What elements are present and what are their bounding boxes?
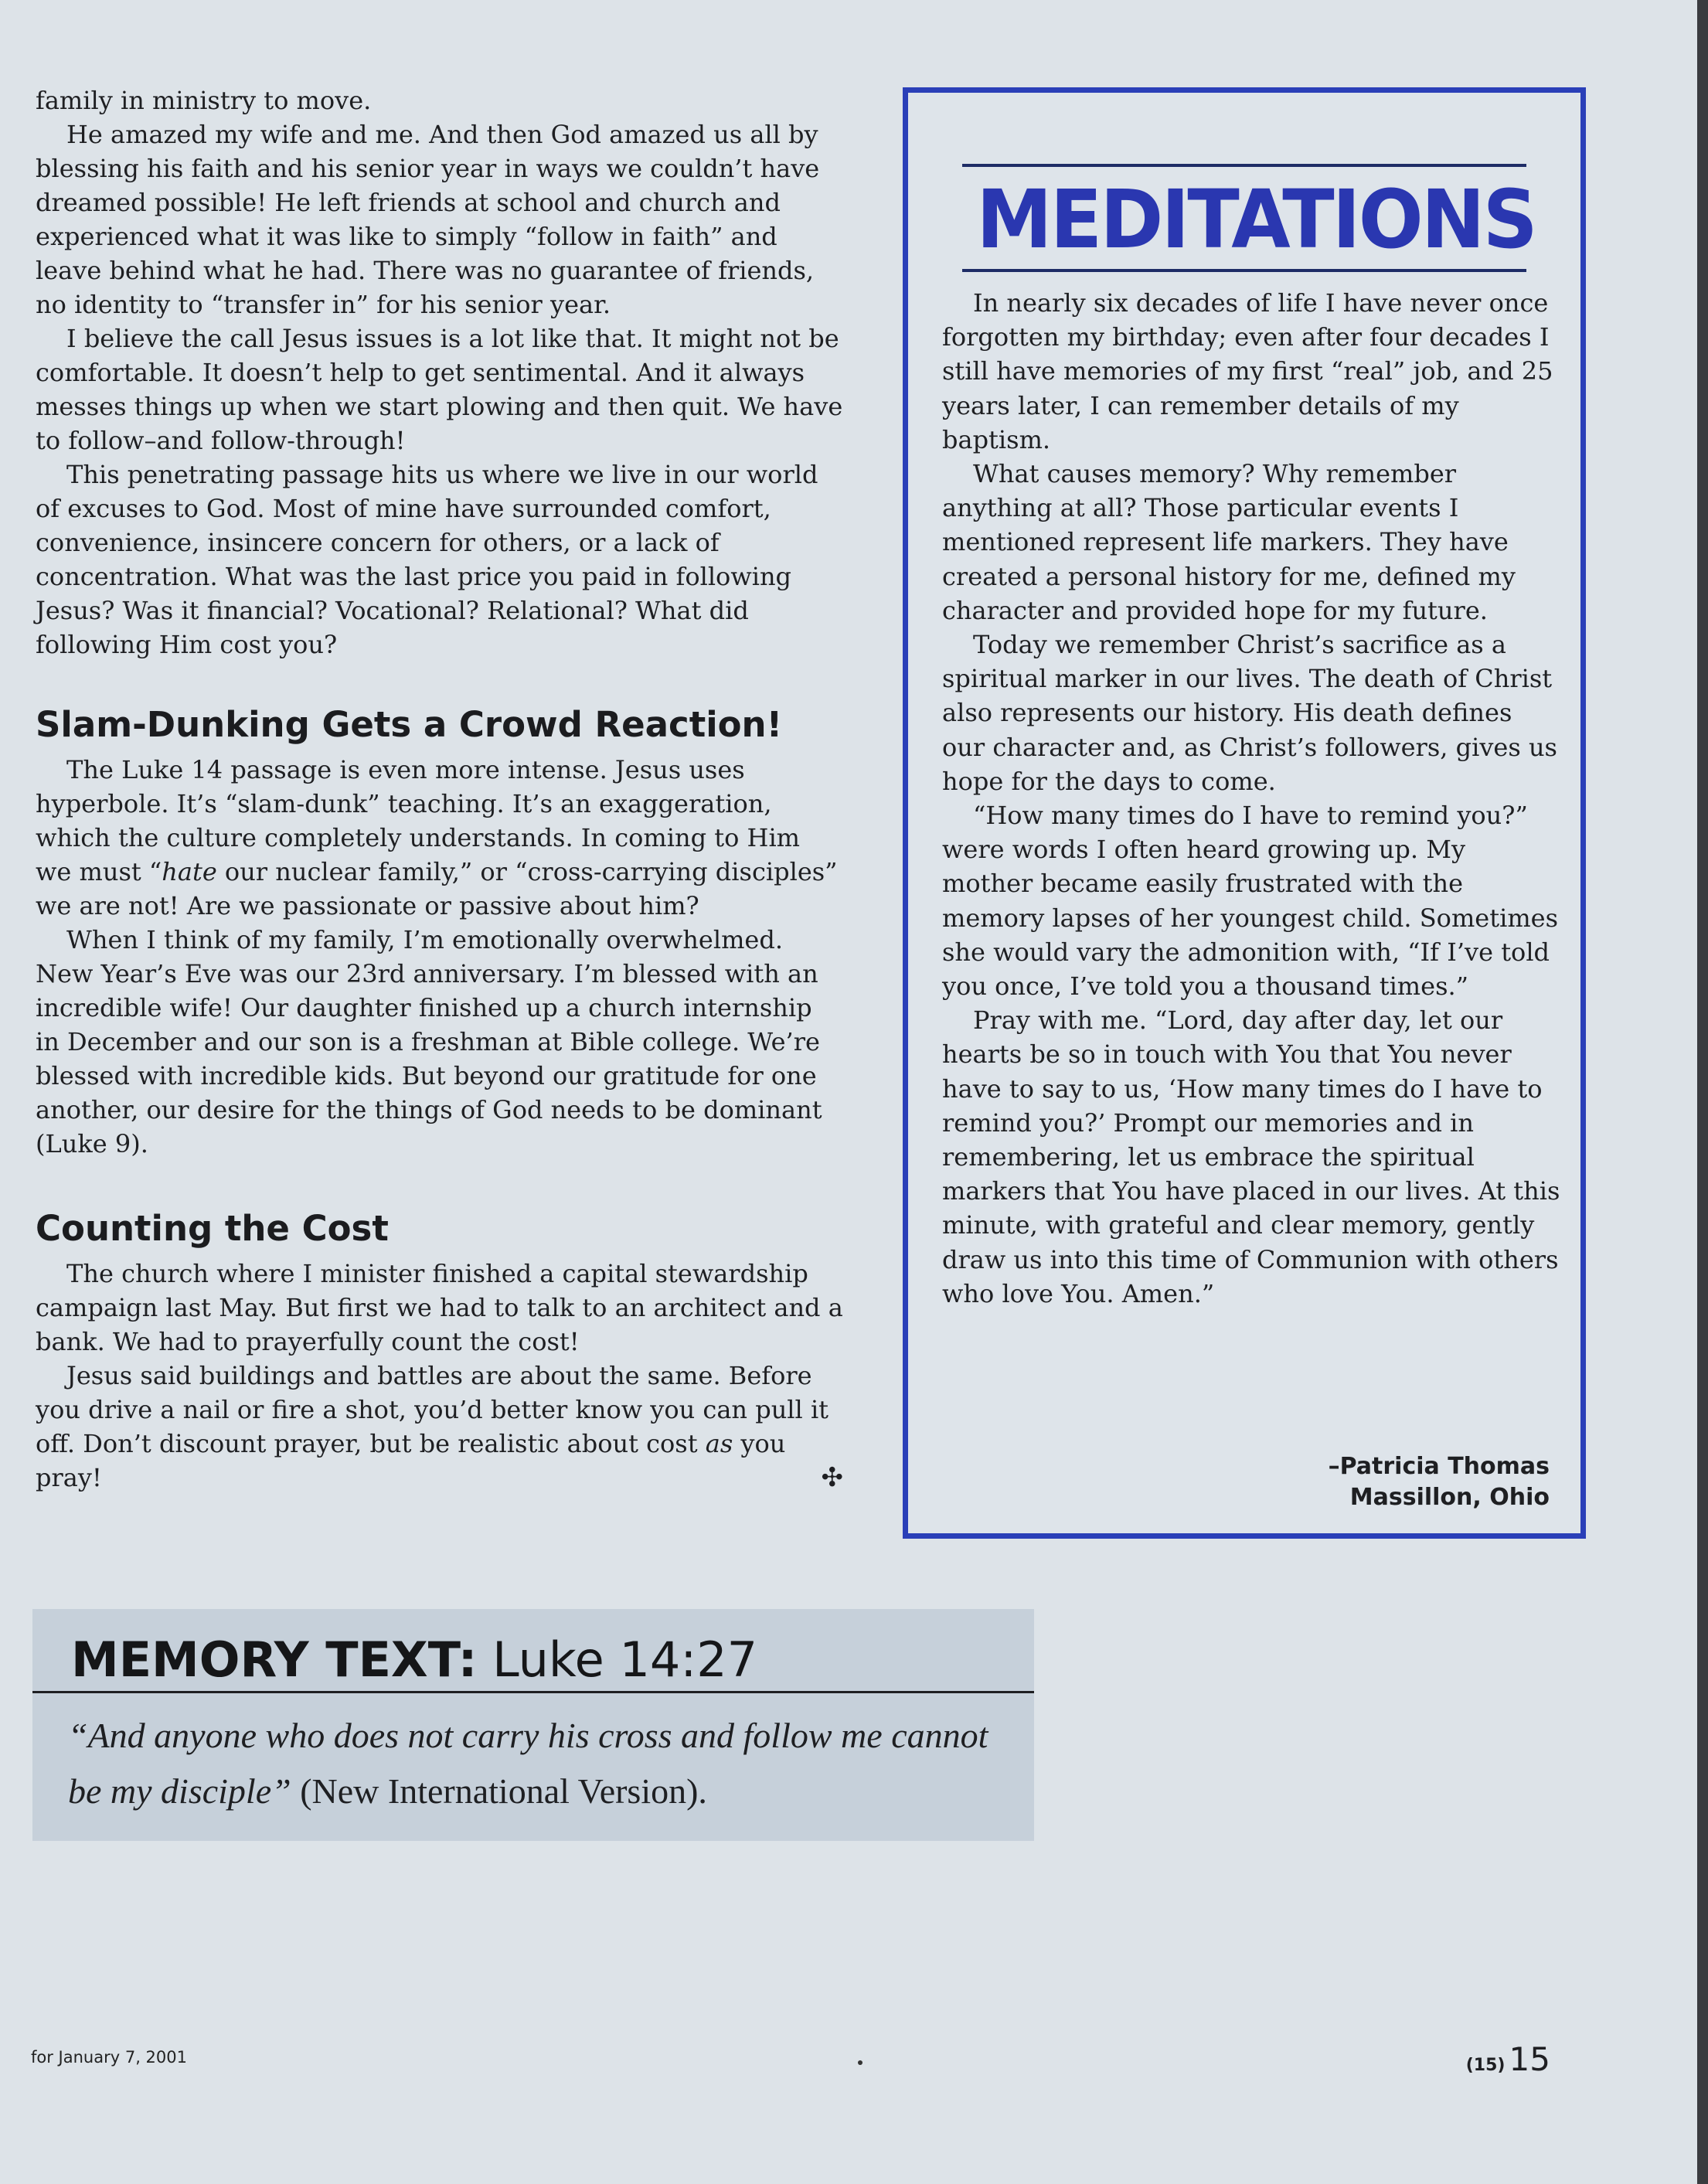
paragraph: This penetrating passage hits us where we live in our world of excuses to God. Most of mine have surrounded comfort, convenience, insincere concern for others, or a lack of concentration. What was the last price you paid in following Jesus? Was it financial? Vocational? Relational? What did following Him cost you? xyxy=(36,460,818,659)
page-number-small: (15) xyxy=(1465,2056,1506,2075)
memory-text-reference: Luke 14:27 xyxy=(492,1631,758,1688)
signature xyxy=(1329,1451,1550,1513)
footer-date: for January 7, 2001 xyxy=(31,2048,187,2067)
meditations-body xyxy=(942,286,1560,1311)
author-name: –Patricia Thomas xyxy=(1328,1453,1550,1480)
memory-text-label: MEMORY TEXT: xyxy=(71,1631,478,1688)
paragraph: Jesus said buildings and battles are about the same. Before you drive a nail or fire a shot, you’d better know you can pull it off. Don’t discount prayer, but be realistic about cost as you pray! ✣ xyxy=(36,1361,843,1493)
paragraph: Today we remember Christ’s sacrifice as a spiritual marker in our lives. The death of Christ also represents our history. His death defines our character and, as Christ’s followers, gives us hope for the days to come. xyxy=(942,630,1557,796)
paragraph: When I think of my family, I’m emotionally overwhelmed. New Year’s Eve was our 23rd anniversary. I’m blessed with an incredible wife! Our daughter finished up a church internship in December and our son is a freshman at Bible college. We’re blessed with incredible kids. But beyond our gratitude for one another, our desire for the things of God needs to be dominant (Luke 9). xyxy=(36,925,822,1158)
divider xyxy=(962,164,1526,167)
divider xyxy=(962,269,1526,272)
section-heading-slam-dunking: Slam-Dunking Gets a Crowd Reaction! xyxy=(36,704,783,745)
page-edge xyxy=(1697,0,1708,2184)
meditations-header xyxy=(962,164,1536,280)
author-location: Massillon, Ohio xyxy=(1349,1484,1550,1511)
paragraph: Pray with me. “Lord, day after day, let our hearts be so in touch with You that You never have to say to us, ‘How many times do I have to remind you?’ Prompt our memories and in remembering, let us embrace the spiritual markers that You have placed in our lives. At this minute, with grateful and clear memory, gently draw us into this time of Communion with others who love You. Amen.” xyxy=(942,1005,1560,1308)
paragraph: The church where I minister finished a capital stewardship campaign last May. But first we had to talk to an architect and a bank. We had to prayerfully count the cost! xyxy=(36,1259,843,1356)
paragraph: In nearly six decades of life I have never once forgotten my birthday; even after four decades I still have memories of my first “real” job, and 25 years later, I can remember details of my baptism. xyxy=(942,288,1553,454)
end-ornament-icon: ✣ xyxy=(821,1462,843,1493)
footer-dot xyxy=(858,2060,863,2065)
paragraph: family in ministry to move. xyxy=(36,86,372,115)
paragraph: He amazed my wife and me. And then God amazed us all by blessing his faith and his senior year in ways we couldn’t have dreamed possible! He left friends at school and church and experienced what it was like to simply “follow in faith” and leave behind what he had. There was no guarantee of friends, no identity to “transfer in” for his senior year. xyxy=(36,120,820,319)
paragraph: The Luke 14 passage is even more intense. Jesus uses hyperbole. It’s “slam-dunk” teaching. It’s an exaggeration, which the culture completely understands. In coming to Him we must “hate our nuclear family,” or “cross-carrying disciples” we are not! Are we passionate or passive about him? xyxy=(36,755,838,920)
section-heading-counting-cost: Counting the Cost xyxy=(36,1208,389,1249)
paragraph: What causes memory? Why remember anything at all? Those particular events I mentioned represent life markers. They have created a personal history for me, defined my character and provided hope for my future. xyxy=(942,459,1516,625)
paragraph: I believe the call Jesus issues is a lot like that. It might not be comfortable. It doesn’t help to get sentimental. And it always messes things up when we start plowing and then quit. We have to follow–and follow-through! xyxy=(36,324,843,455)
page-number-large: 15 xyxy=(1509,2040,1550,2078)
left-column xyxy=(36,83,843,1495)
memory-text-quote: “And anyone who does not carry his cross and follow me cannot be my disciple” (New International Version). xyxy=(68,1716,988,1811)
meditations-title: MEDITATIONS xyxy=(976,172,1536,267)
memory-text-heading xyxy=(71,1631,757,1689)
meditations-box xyxy=(903,87,1586,1539)
page-number xyxy=(1466,2040,1550,2078)
paragraph: “How many times do I have to remind you?” were words I often heard growing up. My mother became easily frustrated with the memory lapses of her youngest child. Sometimes she would vary the admonition with, “If I’ve told you once, I’ve told you a thousand times.” xyxy=(942,801,1559,1002)
divider xyxy=(32,1691,1034,1693)
memory-text-panel xyxy=(32,1609,1034,1841)
